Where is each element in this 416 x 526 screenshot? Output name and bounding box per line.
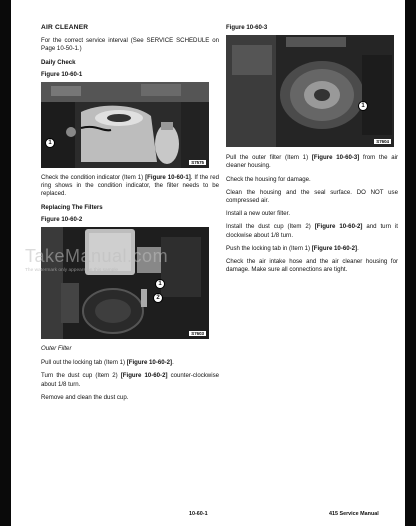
watermark-main: TakeManual.com bbox=[25, 246, 169, 266]
figure-2-code: S7603 bbox=[191, 331, 204, 337]
step-clean-dust-cup: Remove and clean the dust cup. bbox=[41, 393, 129, 401]
footer-manual-name: 415 Service Manual bbox=[329, 511, 379, 517]
push-locking-tab-text: Push the locking tab in (Item 1) [Figure 10-60-2]. bbox=[226, 244, 359, 252]
figure-1-photo bbox=[41, 82, 209, 168]
watermark-sub: The watermark only appears on this sample bbox=[25, 268, 119, 273]
section-title: AIR CLEANER bbox=[41, 24, 89, 31]
step-pull-locking-tab: Pull out the locking tab (Item 1) [Figure 10-60-2]. bbox=[41, 359, 174, 367]
figure-2-callout-1: 1 bbox=[155, 279, 165, 289]
figure-2-label: Figure 10-60-2 bbox=[41, 215, 83, 223]
figure-3-callout-1: 1 bbox=[358, 101, 368, 111]
clean-housing-text: Clean the housing and the seal surface. DO NOT use compressed air. bbox=[226, 188, 398, 205]
check-housing-text: Check the housing for damage. bbox=[226, 175, 311, 183]
install-filter-text: Install a new outer filter. bbox=[226, 210, 291, 218]
figure-3-label: Figure 10-60-3 bbox=[226, 24, 268, 31]
figure-1-callout-1: 1 bbox=[45, 138, 55, 148]
intro-text: For the correct service interval (See SERVICE SCHEDULE on Page 10-50-1.) bbox=[41, 37, 219, 53]
figure-1-code: S7575 bbox=[191, 160, 204, 166]
figure-2-photo bbox=[41, 227, 209, 339]
pull-outer-filter-text: Pull the outer filter (Item 1) [Figure 10-60-3] from the air cleaner housing. bbox=[226, 154, 398, 170]
replacing-filters-heading: Replacing The Filters bbox=[41, 203, 103, 211]
manual-page bbox=[11, 0, 405, 526]
check-indicator-text: Check the condition indicator (Item 1) [Figure 10-60-1]. If the red ring shows in the condition indicator, the filter needs to be replaced. bbox=[41, 174, 219, 198]
final-check-text: Check the air intake hose and the air cleaner housing for damage. Make sure all connections are tight. bbox=[226, 258, 398, 274]
footer-page-number: 10-60-1 bbox=[189, 511, 208, 517]
step-turn-dust-cup: Turn the dust cup (Item 2) [Figure 10-60-2] counter-clockwise about 1/8 turn. bbox=[41, 372, 220, 388]
figure-1-label: Figure 10-60-1 bbox=[41, 70, 83, 78]
figure-3-code: S7604 bbox=[376, 139, 389, 145]
figure-2-callout-2: 2 bbox=[153, 293, 163, 303]
daily-check-heading: Daily Check bbox=[41, 58, 76, 66]
right-column bbox=[226, 24, 398, 279]
outer-filter-heading: Outer Filter bbox=[41, 345, 72, 353]
install-dust-cup-text: Install the dust cup (Item 2) [Figure 10-60-2] and turn it clockwise about 1/8 turn. bbox=[226, 223, 398, 239]
figure-3-photo bbox=[226, 35, 394, 147]
left-column bbox=[41, 24, 219, 407]
